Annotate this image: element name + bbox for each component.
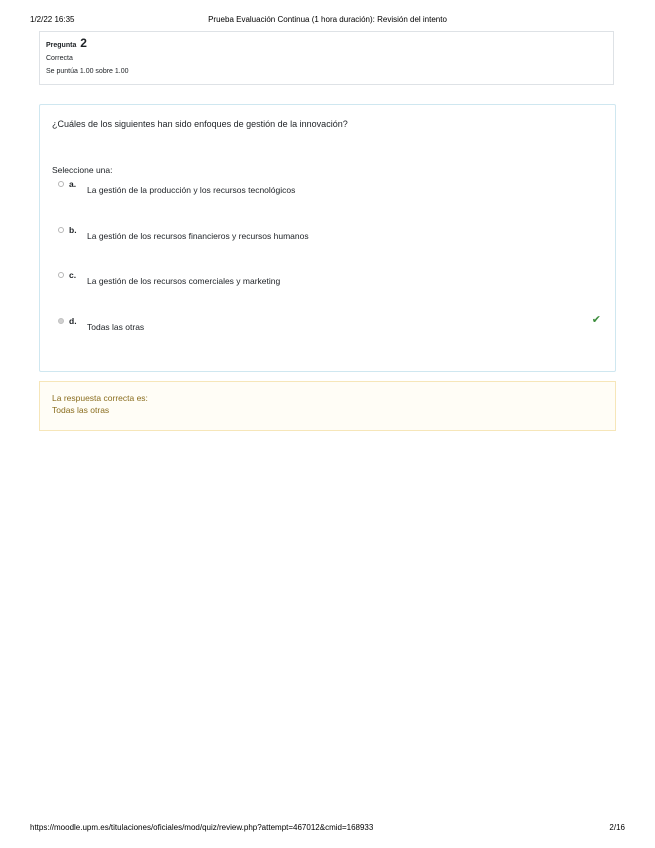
question-grade: Se puntúa 1.00 sobre 1.00 <box>46 68 129 75</box>
page-title: Prueba Evaluación Continua (1 hora duración): Revisión del intento <box>208 15 447 24</box>
page-url: https://moodle.upm.es/titulaciones/oficiales/mod/quiz/review.php?attempt=467012&cmid=168933 <box>30 823 374 832</box>
answer-option-d[interactable] <box>52 313 603 362</box>
radio-icon[interactable] <box>58 227 64 233</box>
answer-letter: a. <box>69 179 77 189</box>
right-answer-feedback <box>39 381 616 431</box>
answer-text: La gestión de la producción y los recursos tecnológicos <box>87 185 296 195</box>
answer-letter: b. <box>69 224 77 235</box>
answer-text: La gestión de los recursos financieros y recursos humanos <box>87 230 309 241</box>
answer-list <box>52 179 603 361</box>
print-footer <box>30 823 625 835</box>
question-text: ¿Cuáles de los siguientes han sido enfoques de gestión de la innovación? <box>52 119 348 129</box>
answer-option-b[interactable] <box>52 225 603 271</box>
feedback-answer: Todas las otras <box>52 405 110 415</box>
question-number-value: 2 <box>80 36 87 50</box>
feedback-label: La respuesta correcta es: <box>52 393 148 403</box>
radio-checked-icon[interactable] <box>58 318 64 324</box>
radio-icon[interactable] <box>58 181 64 187</box>
page-number: 2/16 <box>609 823 625 832</box>
question-formulation <box>39 104 616 372</box>
answer-letter: c. <box>69 270 77 280</box>
answer-option-a[interactable] <box>52 179 603 225</box>
answer-option-c[interactable] <box>52 270 603 316</box>
answer-text: Todas las otras <box>87 321 145 332</box>
question-info-box <box>39 31 614 85</box>
print-date: 1/2/22 16:35 <box>30 15 75 24</box>
answer-text: La gestión de los recursos comerciales y marketing <box>87 276 281 286</box>
answer-prompt: Seleccione una: <box>52 165 113 175</box>
question-state: Correcta <box>46 55 73 62</box>
answer-letter: d. <box>69 315 77 326</box>
correct-check-icon: ✔ <box>591 313 601 326</box>
question-number <box>46 37 607 52</box>
question-label: Pregunta <box>46 42 77 49</box>
radio-icon[interactable] <box>58 272 64 278</box>
print-header <box>30 15 625 27</box>
